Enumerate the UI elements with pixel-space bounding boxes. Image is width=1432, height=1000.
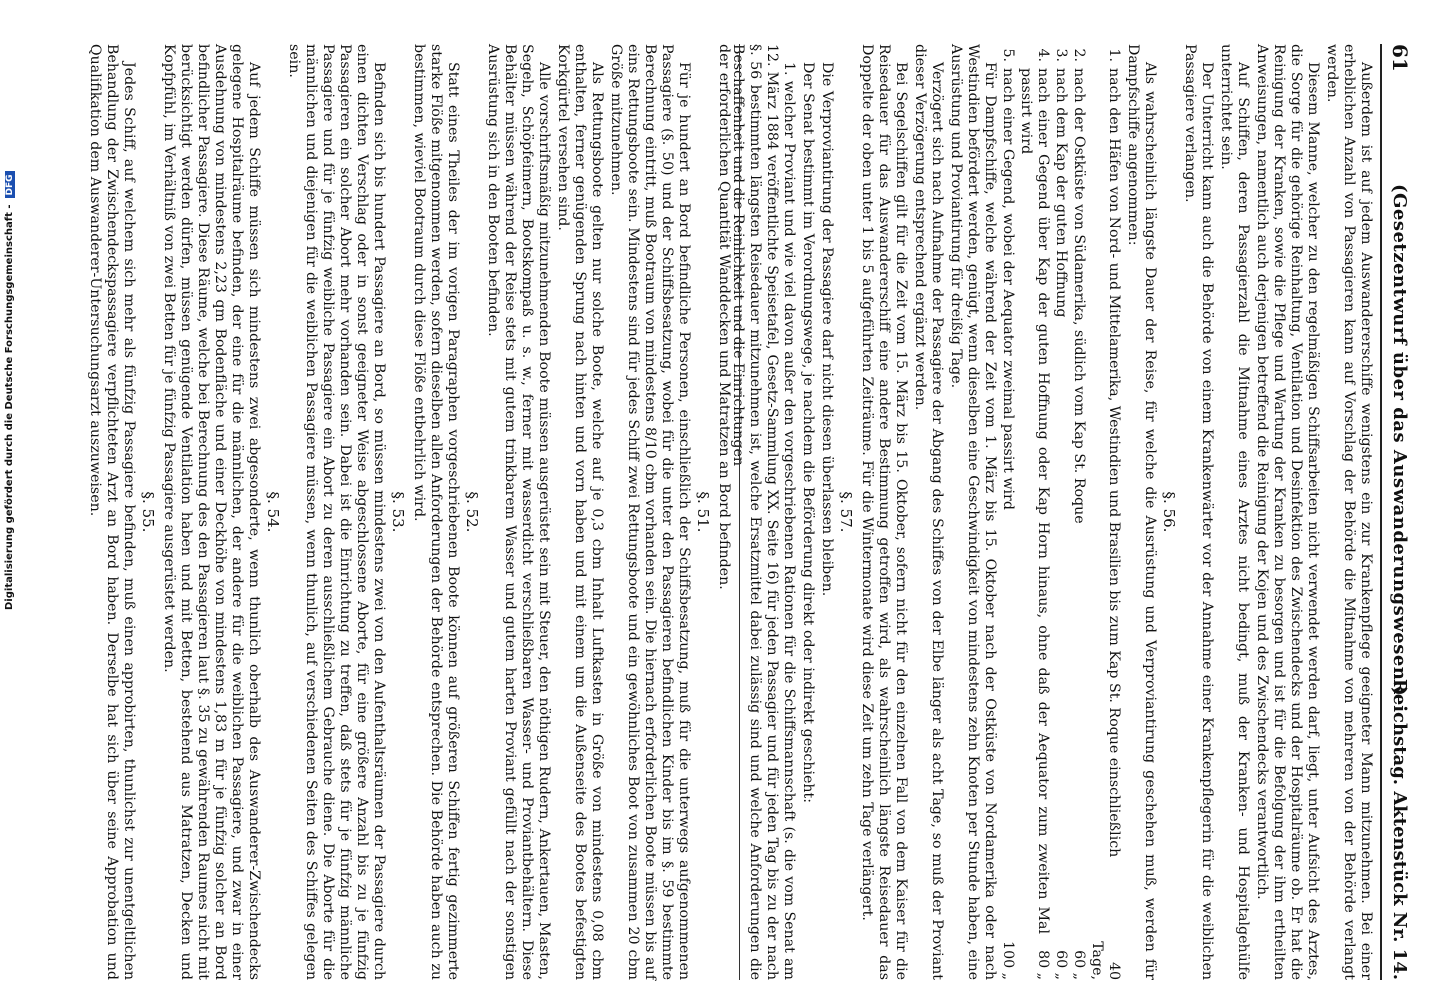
section-heading: §. 52. [463, 491, 481, 533]
paragraph: Jedes Schiff, auf welchem sich mehr als fünfzig Passagiere befinden, muß einen approbirten, thunlichst zur unentgeltlichen Behandlung der Zwischendeckspassagiere verpflichteten Arzt an Bord haben. Derselbe hat sich über seine Approbation und Qualifikation dem Auswanderer-Untersuchungsarzt auszuweisen. [87, 44, 137, 980]
duration-list [999, 44, 1122, 980]
running-header [1380, 44, 1416, 980]
section-heading: §. 53. [389, 491, 407, 533]
paragraph: Der Senat bestimmt im Verordnungswege, je nachdem die Beförderung direkt oder indirekt geschieht: [800, 62, 816, 804]
list-item: 3. nach dem Kap der guten Hoffnung 60 „ [1053, 48, 1069, 980]
paragraph: 1. welcher Proviant und wie viel davon außer den vorgeschriebenen Rationen für die Schiffsmannschaft (s. die vom Senat am 12. März 1884 veröffentlichte Speisetafel, Gesetz-Sammlung XX. Seite 16) für jeden Passagier und für jeden Tag bis zu der nach §. 56 bestimmten längsten Reisedauer mitzunehmen ist, welche Ersatzmittel dabei zulässig sind und welche Anforderungen die Beschaffenheit und die Reinlichkeit und die Einrichtungen [730, 44, 797, 980]
paragraph: Als wahrscheinlich längste Dauer der Reise, für welche die Ausrüstung und Verproviantirung geschehen muß, werden für Dampfschiffe angenommen: [1125, 44, 1158, 980]
page-number: 61 [1388, 44, 1412, 72]
section-heading: §. 54. [264, 491, 282, 533]
column-divider [739, 44, 740, 980]
list-item: 5. nach einer Gegend, wobei der Aequator zweimal passirt wird 100 „ [1000, 48, 1016, 980]
paragraph: Für je hundert an Bord befindliche Personen, einschließlich der Schiffsbesatzung, muß für die unterwegs aufgenommenen Passagiere (§. 50) und der Schiffsbesatzung, wobei für die unter den Passagieren befindlichen Kinder bis im §. 59 bestimmte Berechnung eintritt, muß Bootraum von mindestens 8/10 cbm vorhanden sein. Die hiernach erforderlichen Boote müssen bis auf eins Rettungsboote sein. Mindestens sind für jedes Schiff zwei Rettungsboote und ein gewöhnliches Boot von zusammen 20 cbm Größe mitzunehmen. [608, 44, 692, 980]
paragraph: Bei Segelschiffen gilt für die Zeit vom 15. März bis 15. Oktober, sofern nicht für den einzelnen Fall von dem Kaiser für die Reisedauer für das Auswandererschiff eine andere Bestimmung getroffen wird, als wahrscheinlich längste Reisedauer das Doppelte der oben unter 1 bis 5 aufgeführten Zeiträume. Für die Wintermonate wird diese Zeit um zehn Tage verlängert. [859, 44, 909, 980]
credit-text: Digitalisierung gefördert durch die Deutsche Forschungsgemeinschaft - [4, 204, 15, 610]
paragraph: Befinden sich bis hundert Passagiere an Bord, so müssen mindestens zwei von den Aufenthaltsräumen der Passagiere durch einen dichten Verschlag oder in sonst geeigneter Weise abgeschlossene Aborte, für eine größere Anzahl bis zu je fünfzig Passagieren ein solcher Abort mehr vorhanden sein. Dabei ist die Einrichtung zu treffen, daß stets für je fünfzig männliche Passagiere und für je fünfzig weibliche Passagiere ein Abort zu deren ausschließlichem Gebrauche diene. Die Aborte für die männlichen und diejenigen für die weiblichen Passagiere müssen, wenn thunlich, auf verschiedenen Seiten des Schiffes gelegen sein. [286, 44, 387, 980]
paragraph: Der Unterricht kann auch die Behörde von einem Krankenwärter vor der Annahme einer Krankenpflegerin für die weiblichen Passagiere verlangen. [1182, 44, 1215, 980]
paragraph: Als Rettungsboote gelten nur solche Boote, welche auf je 0,3 cbm Inhalt Luftkasten in Größe von mindestens 0,08 cbm enthalten, ferner genügenden Sprung nach hinten und vorn haben und mit einem um die Außenseite des Bootes befestigten Korkgürtel versehen sind. [555, 44, 605, 980]
section-heading: §. 56. [1160, 491, 1178, 533]
paragraph: Außerdem ist auf jedem Auswandererschiffe wenigstens ein zur Krankenpflege geeigneter Mann mitzunehmen. Bei einer erheblichen Anzahl von Passagieren kann auf Vorschlag der Behörde die Mitnahme von mehreren von der Behörde verlangt werden. [1324, 44, 1374, 980]
document-page [36, 44, 1416, 980]
paragraph: Auf Schiffen, deren Passagierzahl die Mitnahme eines Arztes nicht bedingt, muß der Kranken- und Hospitalgehülfe unterrichtet sein. [1218, 44, 1251, 980]
list-item: 1. nach den Häfen von Nord- und Mittelamerika, Westindien und Brasilien bis zum Kap St. Roque einschließlich 40 Tage, [1089, 48, 1122, 980]
paragraph: Für Dampfschiffe, welche während der Zeit vom 1. März bis 15. Oktober nach der Ostküste von Nordamerika oder nach Westindien befördert werden, genügt, wenn dieselben eine Geschwindigkeit von mindestens zehn Knoten per Stunde haben, eine Ausrüstung und Proviantirung für dreißig Tage. [948, 44, 998, 980]
paragraph: Statt eines Theiles der im vorigen Paragraphen vorgeschriebenen Boote können auf größeren Schiffen fertig gezimmerte starke Flöße mitgenommen werden, sofern dieselben allen Anforderungen der Behörde entsprechen. Die Behörde haben auch zu bestimmen, wieviel Bootraum durch diese Flöße entbehrlich wird. [411, 44, 461, 980]
paragraph: der erforderlichen Quantität Wanddecken und Matratzen an Bord befinden. [716, 44, 732, 590]
paragraph: Diesem Manne, welcher zu den regelmäßigen Schiffsarbeiten nicht verwendet werden darf, liegt, unter Aufsicht des Arztes, die Sorge für die gehörige Reinhaltung, Ventilation und Desinfektion des Zwischendecks und der Hospitalräume ob. Er hat die Reinigung der Kranken, sowie die Pflege und Wartung der Kranken zu besorgen und ist für die Befolgung der ihm ertheilten Anweisungen, namentlich auch derjenigen betreffend die Reinigung der Kojen und des Zwischendecks verantwortlich. [1254, 44, 1321, 980]
digitization-credit [4, 0, 22, 610]
paragraph: Auf jedem Schiffe müssen sich mindestens zwei abgesonderte, wenn thunlich oberhalb des Auswanderer-Zwischendecks gelegene Hospitalräume befinden, der eine für die männlichen, der andere für die weiblichen Passagiere, und zwar in einer Ausdehnung von mindestens 2,23 qm Bodenfläche und einer Deckhöhe von mindestens 1,83 m für je fünfzig solcher an Bord befindlicher Passagiere. Diese Räume, welche bei Berechnung des den Passagieren laut §. 35 zu gewährenden Raumes nicht mit berücksichtigt werden dürfen, müssen genügende Ventilation haben und mit Betten, bestehend aus Matratzen, Decken und Kopfpfühl, im Verhältniß von zwei Betten für je fünfzig Passagiere ausgerüstet werden. [161, 44, 262, 980]
list-item: 4. nach einer Gegend über Kap der guten Hoffnung oder Kap Horn hinaus, ohne daß der Aequator zum zweiten Mal passirt wird 80 „ [1018, 48, 1051, 980]
section-heading: §. 57. [837, 491, 855, 533]
dfg-logo: DFG [5, 171, 15, 198]
running-title: (Gesetzentwurf über das Auswanderungswesen.) [1389, 184, 1410, 697]
document-title: Reichstag. Aktenstück Nr. 14. [1389, 678, 1410, 980]
section-heading: §. 51. [694, 491, 712, 533]
paragraph: Alle vorschriftsmäßig mitzunehmenden Boote müssen ausgerüstet sein mit Steuer, den nöthigen Rudern, Ankertauen, Masten, Segeln, Schöpfeimern, Bootskompaß u. s. w., ferner mit wasserdicht verschließbaren Wasser- und Proviantbehältern. Diese Behälter müssen während der Reise stets mit gutem trinkbarem Wasser und gutem harten Proviant gefüllt nach der sonstigen Ausrüstung sich in den Booten befinden. [485, 44, 552, 980]
text-column-lower [40, 44, 732, 980]
section-heading: §. 55. [139, 491, 157, 533]
paragraph: Verzögert sich nach Aufnahme der Passagiere der Abgang des Schiffes von der Elbe länger als acht Tage, so muß der Proviant dieser Verzögerung entsprechend ergänzt werden. [912, 44, 945, 980]
paragraph: Die Verproviantirung der Passagiere darf nicht diesen überlassen bleiben. [819, 62, 835, 597]
list-item: 2. nach der Ostküste von Südamerika, südlich vom Kap St. Roque 60 „ [1071, 48, 1087, 980]
text-column-upper [730, 44, 1374, 980]
